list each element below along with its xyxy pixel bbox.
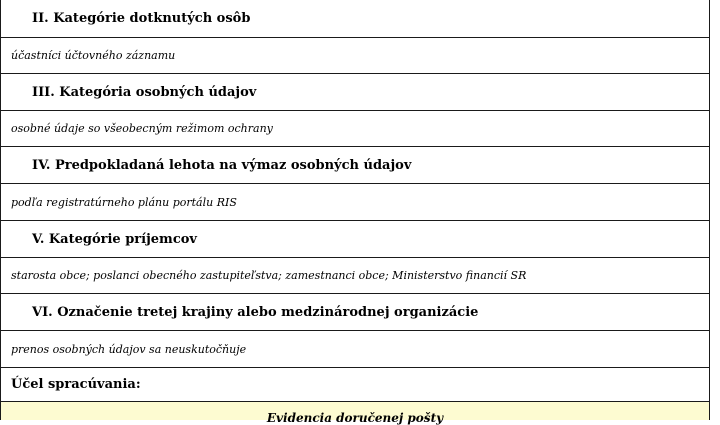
record-title-band	[0, 402, 710, 425]
section-heading-recipients: V. Kategórie príjemcov	[0, 221, 710, 258]
section-value-retention: podľa registratúrneho plánu portálu RIS	[0, 184, 710, 221]
section-heading-data-categories: III. Kategória osobných údajov	[0, 74, 710, 111]
record-title: Evidencia doručenej pošty	[266, 411, 444, 425]
section-value-third-country: prenos osobných údajov sa neuskutočňuje	[0, 331, 710, 368]
section-value-data-categories: osobné údaje so všeobecným režimom ochrany	[0, 111, 710, 147]
section-value-recipients: starosta obce; poslanci obecného zastupiteľstva; zamestnanci obce; Ministerstvo financií SR	[0, 258, 710, 294]
section-heading-third-country: VI. Označenie tretej krajiny alebo medzinárodnej organizácie	[0, 294, 710, 331]
purpose-label: Účel spracúvania:	[0, 368, 710, 402]
section-heading-data-subjects: II. Kategórie dotknutých osôb	[0, 0, 710, 38]
section-heading-retention: IV. Predpokladaná lehota na výmaz osobných údajov	[0, 147, 710, 184]
section-value-data-subjects: účastníci účtovného záznamu	[0, 38, 710, 74]
